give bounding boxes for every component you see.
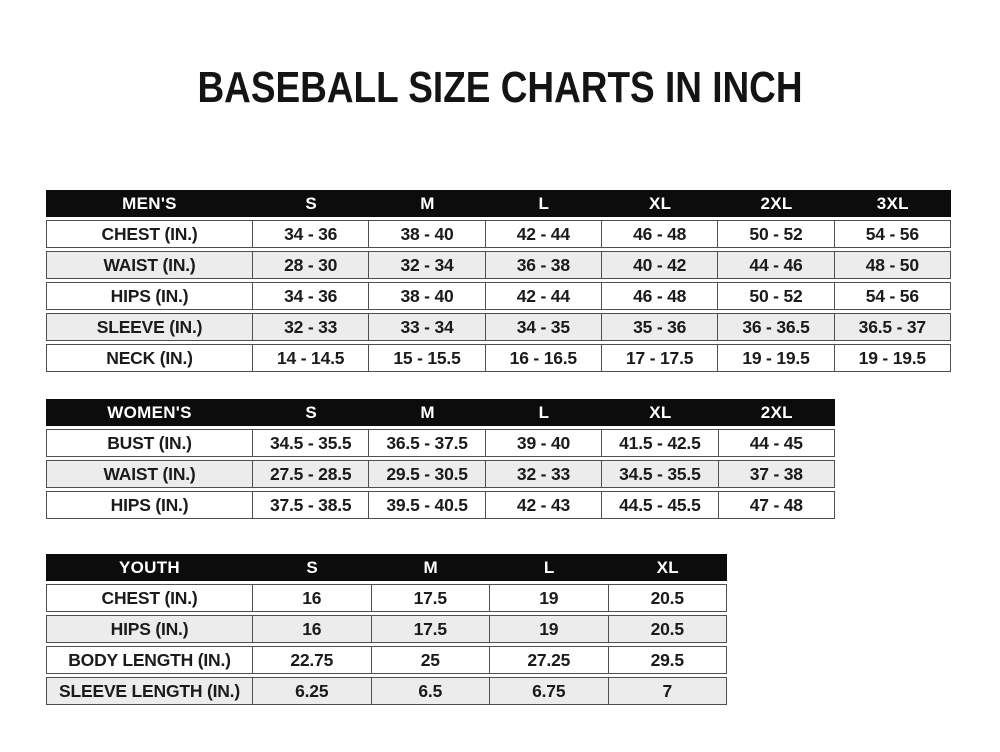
size-value-cell: 34.5 - 35.5 (602, 460, 718, 488)
size-value-cell: 38 - 40 (369, 282, 485, 310)
table-row (46, 584, 727, 612)
measurement-label: BODY LENGTH (IN.) (46, 646, 253, 674)
size-value-cell: 16 (253, 615, 372, 643)
size-value-cell: 38 - 40 (369, 220, 485, 248)
size-column-header: M (372, 554, 491, 581)
size-value-cell: 20.5 (609, 584, 728, 612)
size-value-cell: 27.5 - 28.5 (253, 460, 369, 488)
mens-table-header-row (46, 190, 951, 217)
measurement-label: CHEST (IN.) (46, 220, 253, 248)
table-row (46, 677, 727, 705)
table-row (46, 344, 951, 372)
size-column-header: 2XL (719, 399, 835, 426)
size-value-cell: 42 - 43 (486, 491, 602, 519)
size-value-cell: 42 - 44 (486, 282, 602, 310)
size-value-cell: 34 - 35 (486, 313, 602, 341)
size-column-header: M (369, 190, 485, 217)
size-value-cell: 20.5 (609, 615, 728, 643)
size-value-cell: 33 - 34 (369, 313, 485, 341)
size-value-cell: 16 (253, 584, 372, 612)
size-value-cell: 46 - 48 (602, 220, 718, 248)
measurement-label: NECK (IN.) (46, 344, 253, 372)
table-row (46, 491, 835, 519)
measurement-label: WAIST (IN.) (46, 460, 253, 488)
size-value-cell: 7 (609, 677, 728, 705)
size-column-header: M (369, 399, 485, 426)
size-value-cell: 44 - 45 (719, 429, 835, 457)
size-value-cell: 37 - 38 (719, 460, 835, 488)
table-row (46, 646, 727, 674)
size-value-cell: 28 - 30 (253, 251, 369, 279)
size-value-cell: 16 - 16.5 (486, 344, 602, 372)
youth-size-table (46, 551, 727, 708)
size-value-cell: 34 - 36 (253, 220, 369, 248)
table-row (46, 313, 951, 341)
table-title-cell: YOUTH (46, 554, 253, 581)
size-column-header: 3XL (835, 190, 951, 217)
size-value-cell: 6.5 (372, 677, 491, 705)
measurement-label: WAIST (IN.) (46, 251, 253, 279)
size-value-cell: 17.5 (372, 584, 491, 612)
size-value-cell: 41.5 - 42.5 (602, 429, 718, 457)
size-column-header: XL (609, 554, 728, 581)
size-value-cell: 6.75 (490, 677, 609, 705)
size-value-cell: 34 - 36 (253, 282, 369, 310)
size-value-cell: 25 (372, 646, 491, 674)
size-value-cell: 29.5 (609, 646, 728, 674)
size-column-header: 2XL (718, 190, 834, 217)
size-value-cell: 50 - 52 (718, 220, 834, 248)
measurement-label: SLEEVE (IN.) (46, 313, 253, 341)
size-value-cell: 32 - 33 (486, 460, 602, 488)
table-row (46, 282, 951, 310)
womens-table-body (46, 429, 835, 519)
size-value-cell: 6.25 (253, 677, 372, 705)
size-value-cell: 54 - 56 (835, 282, 951, 310)
size-value-cell: 29.5 - 30.5 (369, 460, 485, 488)
size-value-cell: 50 - 52 (718, 282, 834, 310)
size-value-cell: 15 - 15.5 (369, 344, 485, 372)
size-value-cell: 17 - 17.5 (602, 344, 718, 372)
size-value-cell: 39 - 40 (486, 429, 602, 457)
size-column-header: S (253, 190, 369, 217)
table-row (46, 460, 835, 488)
table-title-cell: WOMEN'S (46, 399, 253, 426)
size-value-cell: 19 - 19.5 (835, 344, 951, 372)
size-value-cell: 42 - 44 (486, 220, 602, 248)
size-value-cell: 36.5 - 37 (835, 313, 951, 341)
measurement-label: BUST (IN.) (46, 429, 253, 457)
size-value-cell: 22.75 (253, 646, 372, 674)
size-value-cell: 19 (490, 615, 609, 643)
measurement-label: HIPS (IN.) (46, 615, 253, 643)
table-row (46, 615, 727, 643)
size-value-cell: 17.5 (372, 615, 491, 643)
size-value-cell: 44.5 - 45.5 (602, 491, 718, 519)
size-value-cell: 39.5 - 40.5 (369, 491, 485, 519)
table-row (46, 220, 951, 248)
size-column-header: XL (602, 399, 718, 426)
size-value-cell: 37.5 - 38.5 (253, 491, 369, 519)
size-value-cell: 48 - 50 (835, 251, 951, 279)
size-column-header: S (253, 554, 372, 581)
size-value-cell: 14 - 14.5 (253, 344, 369, 372)
measurement-label: HIPS (IN.) (46, 491, 253, 519)
size-value-cell: 47 - 48 (719, 491, 835, 519)
size-value-cell: 32 - 34 (369, 251, 485, 279)
table-row (46, 429, 835, 457)
size-column-header: XL (602, 190, 718, 217)
size-column-header: L (486, 399, 602, 426)
size-value-cell: 44 - 46 (718, 251, 834, 279)
womens-table-header-row (46, 399, 835, 426)
page-title: BASEBALL SIZE CHARTS IN INCH (197, 63, 803, 112)
size-value-cell: 35 - 36 (602, 313, 718, 341)
size-column-header: L (486, 190, 602, 217)
size-column-header: S (253, 399, 369, 426)
size-value-cell: 40 - 42 (602, 251, 718, 279)
table-row (46, 251, 951, 279)
measurement-label: HIPS (IN.) (46, 282, 253, 310)
measurement-label: SLEEVE LENGTH (IN.) (46, 677, 253, 705)
mens-table-body (46, 220, 951, 372)
table-title-cell: MEN'S (46, 190, 253, 217)
size-value-cell: 34.5 - 35.5 (253, 429, 369, 457)
womens-size-table (46, 396, 835, 522)
mens-size-table (46, 187, 951, 375)
youth-table-header-row (46, 554, 727, 581)
size-value-cell: 36 - 38 (486, 251, 602, 279)
size-value-cell: 36.5 - 37.5 (369, 429, 485, 457)
size-value-cell: 27.25 (490, 646, 609, 674)
size-value-cell: 19 - 19.5 (718, 344, 834, 372)
size-column-header: L (490, 554, 609, 581)
youth-table-body (46, 584, 727, 705)
size-value-cell: 36 - 36.5 (718, 313, 834, 341)
size-value-cell: 32 - 33 (253, 313, 369, 341)
size-value-cell: 46 - 48 (602, 282, 718, 310)
size-value-cell: 54 - 56 (835, 220, 951, 248)
measurement-label: CHEST (IN.) (46, 584, 253, 612)
size-value-cell: 19 (490, 584, 609, 612)
